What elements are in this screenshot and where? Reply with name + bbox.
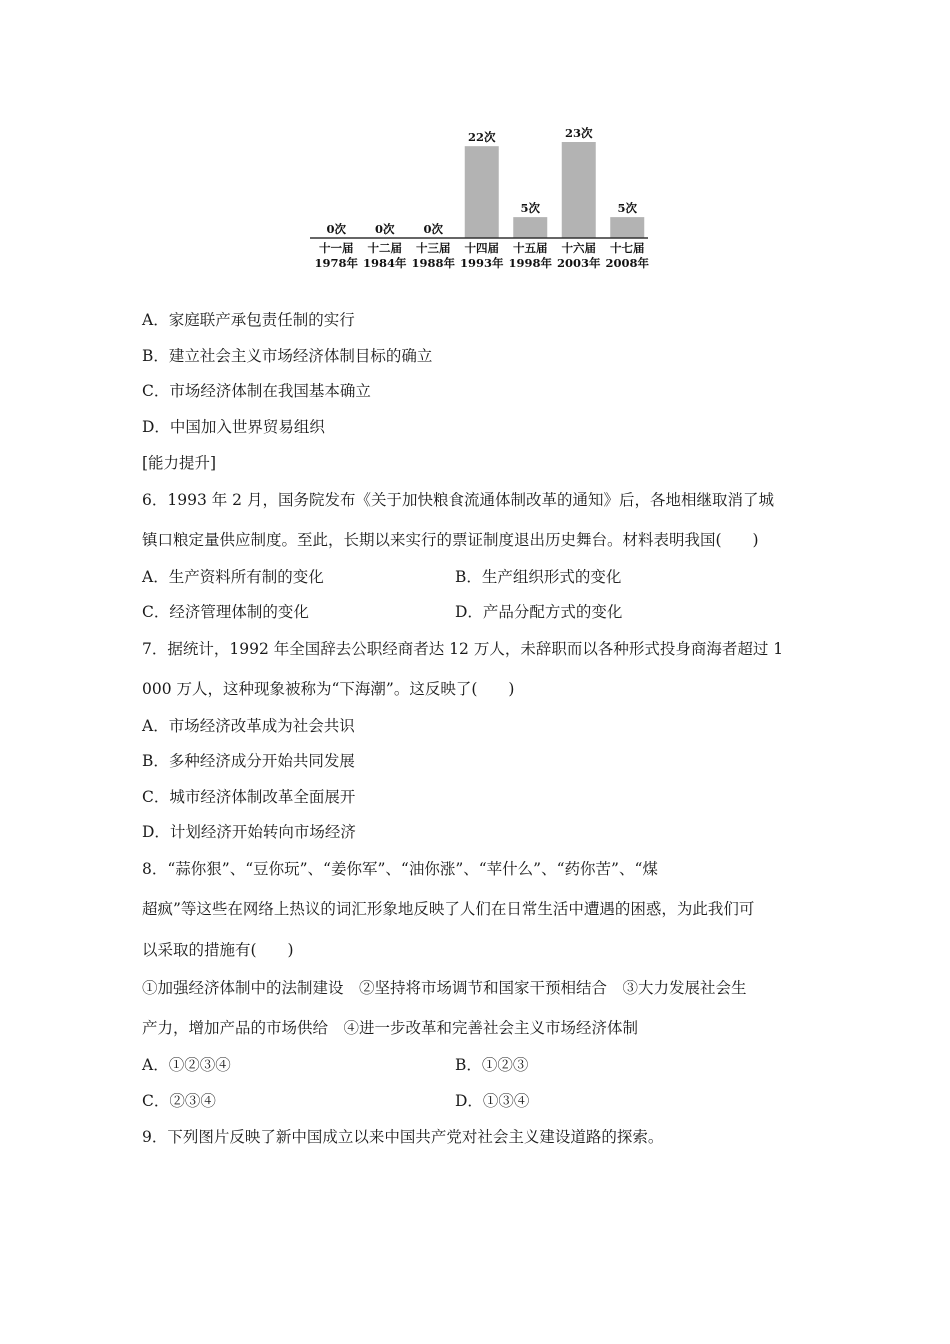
q6-stem-line-2: 镇口粮定量供应制度。至此，长期以来实行的票证制度退出历史舞台。材料表明我国( ) — [142, 531, 759, 549]
chart-value-label: 0次 — [326, 222, 347, 236]
q6-option-b[interactable]: B．生产组织形式的变化 — [455, 568, 622, 586]
chart-category-label: 十七届 — [610, 241, 645, 255]
q7-stem-line-2: 000 万人，这种现象被称为“下海潮”。这反映了( ) — [142, 680, 515, 698]
q7-option-a[interactable]: A．市场经济改革成为社会共识 — [142, 717, 355, 735]
chart-bar — [513, 217, 547, 238]
chart-value-label: 5次 — [520, 201, 541, 216]
q8-statement-line-2: 产力，增加产品的市场供给 ④进一步改革和完善社会主义市场经济体制 — [142, 1019, 639, 1037]
chart-bars — [465, 142, 645, 238]
q7-option-c[interactable]: C．城市经济体制改革全面展开 — [142, 788, 356, 806]
q8-stem-line-3: 以采取的措施有( ) — [142, 941, 294, 959]
q6-option-c[interactable]: C．经济管理体制的变化 — [142, 603, 309, 621]
chart-year-labels — [314, 256, 649, 270]
q6-stem-line-1: 6．1993 年 2 月，国务院发布《关于加快粮食流通体制改革的通知》后，各地相继取消了城 — [142, 491, 774, 509]
chart-bar — [562, 142, 596, 238]
chart-value-label: 23次 — [564, 126, 593, 140]
section-heading: [能力提升] — [142, 454, 217, 472]
chart-category-label: 十二届 — [367, 241, 402, 255]
q8-option-a[interactable]: A．①②③④ — [142, 1056, 231, 1074]
q9-stem-line-1: 9．下列图片反映了新中国成立以来中国共产党对社会主义建设道路的探索。 — [142, 1128, 664, 1146]
q5-option-d[interactable]: D．中国加入世界贸易组织 — [142, 418, 325, 436]
q5-option-a[interactable]: A．家庭联产承包责任制的实行 — [142, 311, 355, 329]
q8-option-b[interactable]: B．①②③ — [455, 1056, 529, 1074]
q6-option-a[interactable]: A．生产资料所有制的变化 — [142, 568, 324, 586]
chart-value-label: 5次 — [617, 201, 638, 216]
chart-category-labels — [319, 241, 645, 255]
chart-category-label: 十五届 — [513, 241, 548, 255]
chart-year-label: 1988年 — [411, 256, 456, 270]
q6-option-d[interactable]: D．产品分配方式的变化 — [455, 603, 623, 621]
q8-stem-line-1: 8．“蒜你狠”、“豆你玩”、“姜你军”、“油你涨”、“苹什么”、“药你苦”、“煤 — [142, 860, 658, 878]
chart-category-label: 十六届 — [561, 241, 596, 255]
chart-category-label: 十一届 — [319, 241, 354, 255]
chart-category-label: 十三届 — [416, 241, 451, 255]
chart-year-label: 2003年 — [556, 256, 601, 270]
chart-value-label: 22次 — [467, 130, 496, 145]
chart-category-label: 十四届 — [464, 241, 499, 255]
q8-stem-line-2: 超疯”等这些在网络上热议的词汇形象地反映了人们在日常生活中遭遇的困惑，为此我们可 — [142, 900, 755, 918]
q8-option-c[interactable]: C．②③④ — [142, 1092, 216, 1110]
chart-bar — [465, 146, 499, 238]
chart-year-label: 1998年 — [508, 256, 553, 270]
q5-option-c[interactable]: C．市场经济体制在我国基本确立 — [142, 382, 371, 400]
chart-year-label: 1984年 — [362, 256, 407, 270]
q7-option-d[interactable]: D．计划经济开始转向市场经济 — [142, 823, 356, 841]
chart-value-label: 0次 — [423, 222, 444, 236]
q8-option-d[interactable]: D．①③④ — [455, 1092, 530, 1110]
q7-stem-line-1: 7．据统计，1992 年全国辞去公职经商者达 12 万人，未辞职而以各种形式投身商海者超过 1 — [142, 640, 784, 658]
q5-option-b[interactable]: B．建立社会主义市场经济体制目标的确立 — [142, 347, 433, 365]
chart-year-label: 1993年 — [459, 256, 504, 270]
chart-year-label: 2008年 — [605, 256, 650, 270]
bar-chart — [300, 118, 660, 278]
chart-year-label: 1978年 — [314, 256, 359, 270]
q8-statement-line-1: ①加强经济体制中的法制建设 ②坚持将市场调节和国家干预相结合 ③大力发展社会生 — [142, 979, 747, 997]
chart-value-label: 0次 — [374, 222, 395, 236]
q7-option-b[interactable]: B．多种经济成分开始共同发展 — [142, 752, 355, 770]
chart-bar — [610, 217, 644, 238]
